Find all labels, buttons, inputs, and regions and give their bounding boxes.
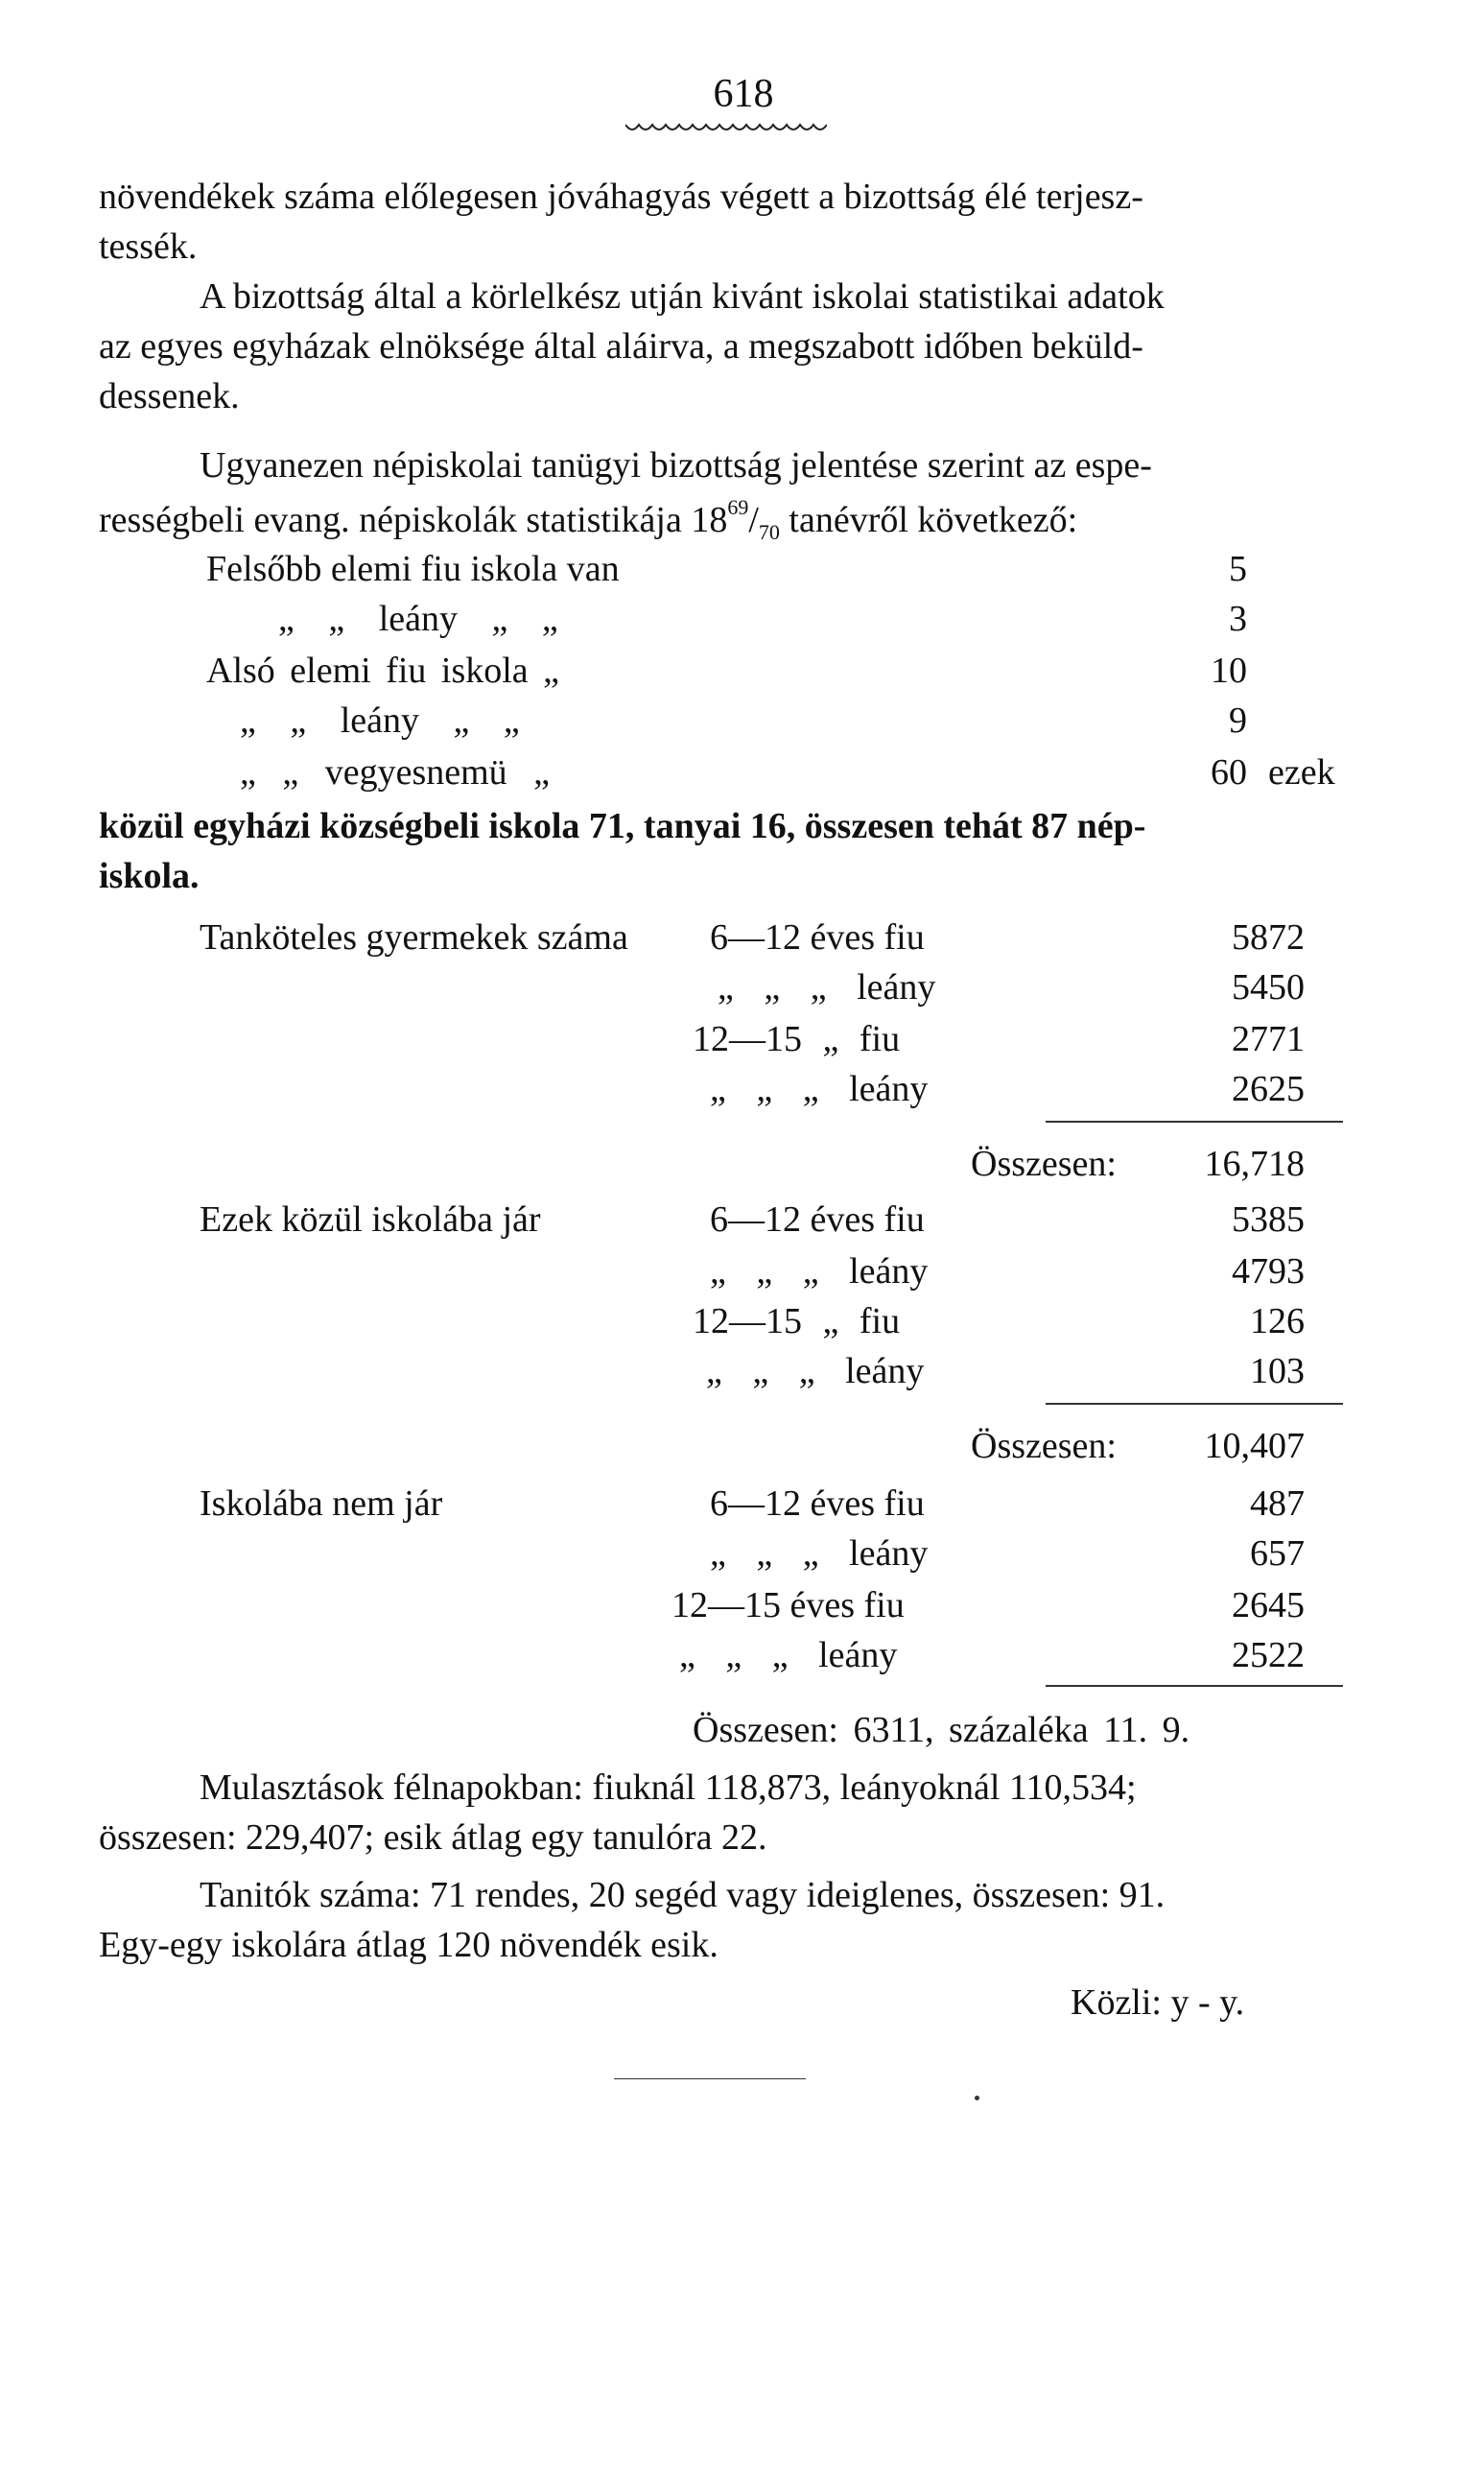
- school-count: 9: [1229, 700, 1247, 741]
- section-label: Tanköteles gyermekek száma: [200, 917, 628, 958]
- school-count: 10: [1211, 651, 1247, 691]
- wavy-ornament: [625, 121, 827, 136]
- child-count: 103: [1250, 1351, 1305, 1391]
- school-suffix: ezek: [1268, 752, 1335, 793]
- child-count: 126: [1250, 1301, 1305, 1341]
- age-group: „ „ „ leány: [718, 967, 936, 1008]
- age-group: 6—12 éves fiu: [710, 1483, 925, 1524]
- fraction-numerator: 69: [727, 495, 749, 519]
- age-group: „ „ „ leány: [679, 1635, 898, 1675]
- total-line: Összesen: 6311, százaléka 11. 9.: [693, 1710, 1190, 1750]
- text-line: Egy-egy iskolára átlag 120 növendék esik.: [99, 1925, 718, 1965]
- age-group: „ „ „ leány: [710, 1069, 929, 1109]
- school-label: „ „ leány „ „: [278, 599, 558, 639]
- school-count: 3: [1229, 599, 1247, 639]
- school-count: 60: [1211, 752, 1247, 793]
- total-label: Összesen:: [971, 1426, 1117, 1466]
- child-count: 5872: [1232, 917, 1305, 958]
- child-count: 487: [1250, 1483, 1305, 1524]
- text-segment: tanévről következő:: [779, 500, 1078, 540]
- child-count: 5385: [1232, 1199, 1305, 1240]
- age-group: „ „ „ leány: [710, 1251, 929, 1292]
- text-line: Ugyanezen népiskolai tanügyi bizottság jelentése szerint az espe-: [200, 445, 1152, 486]
- sum-rule: [1046, 1403, 1343, 1405]
- child-count: 2771: [1232, 1019, 1305, 1059]
- age-group: 12—15 éves fiu: [671, 1585, 905, 1625]
- ink-speck: [975, 2096, 979, 2100]
- age-group: „ „ „ leány: [710, 1533, 929, 1574]
- text-line: iskola.: [99, 856, 200, 896]
- section-label: Iskolába nem jár: [200, 1483, 443, 1524]
- text-segment: rességbeli evang. népiskolák statistikája 18: [99, 500, 728, 540]
- sum-rule: [1046, 1685, 1343, 1687]
- text-line: tessék.: [99, 226, 198, 267]
- closing-rule: [614, 2078, 806, 2079]
- page-number: 618: [713, 72, 774, 116]
- text-line: az egyes egyházak elnöksége által aláirva, a megszabott időben beküld-: [99, 326, 1143, 367]
- text-line: növendékek száma előlegesen jóváhagyás végett a bizottság élé terjesz-: [99, 177, 1143, 217]
- school-count: 5: [1229, 549, 1247, 589]
- total-value: 16,718: [1204, 1144, 1305, 1184]
- section-label: Ezek közül iskolába jár: [200, 1199, 541, 1240]
- text-line-fraction: [99, 497, 1077, 543]
- signature: Közli: y - y.: [1071, 1982, 1245, 2023]
- age-group: „ „ „ leány: [706, 1351, 925, 1391]
- age-group: 6—12 éves fiu: [710, 1199, 925, 1240]
- child-count: 5450: [1232, 967, 1305, 1008]
- text-line: Tanitók száma: 71 rendes, 20 segéd vagy ideiglenes, összesen: 91.: [200, 1875, 1166, 1915]
- text-line: összesen: 229,407; esik átlag egy tanulóra 22.: [99, 1817, 767, 1858]
- child-count: 657: [1250, 1533, 1305, 1574]
- text-line: A bizottság által a körlelkész utján kivánt iskolai statistikai adatok: [200, 276, 1165, 317]
- total-label: Összesen:: [971, 1144, 1117, 1184]
- school-label: „ „ leány „ „: [240, 700, 520, 741]
- child-count: 4793: [1232, 1251, 1305, 1292]
- sum-rule: [1046, 1121, 1343, 1123]
- age-group: 6—12 éves fiu: [710, 917, 925, 958]
- fraction-denominator: 70: [758, 520, 780, 544]
- school-label: „ „ vegyesnemü „: [240, 752, 551, 793]
- school-label: Felsőbb elemi fiu iskola van: [206, 549, 620, 589]
- age-group: 12—15 „ fiu: [693, 1301, 901, 1341]
- text-line: dessenek.: [99, 376, 240, 416]
- text-line: közül egyházi községbeli iskola 71, tanyai 16, összesen tehát 87 nép-: [99, 806, 1146, 846]
- school-label: Alsó elemi fiu iskola „: [206, 651, 560, 691]
- child-count: 2645: [1232, 1585, 1305, 1625]
- child-count: 2625: [1232, 1069, 1305, 1109]
- age-group: 12—15 „ fiu: [693, 1019, 901, 1059]
- child-count: 2522: [1232, 1635, 1305, 1675]
- fraction-slash: /: [748, 500, 759, 540]
- total-value: 10,407: [1204, 1426, 1305, 1466]
- text-line: Mulasztások félnapokban: fiuknál 118,873, leányoknál 110,534;: [200, 1767, 1137, 1808]
